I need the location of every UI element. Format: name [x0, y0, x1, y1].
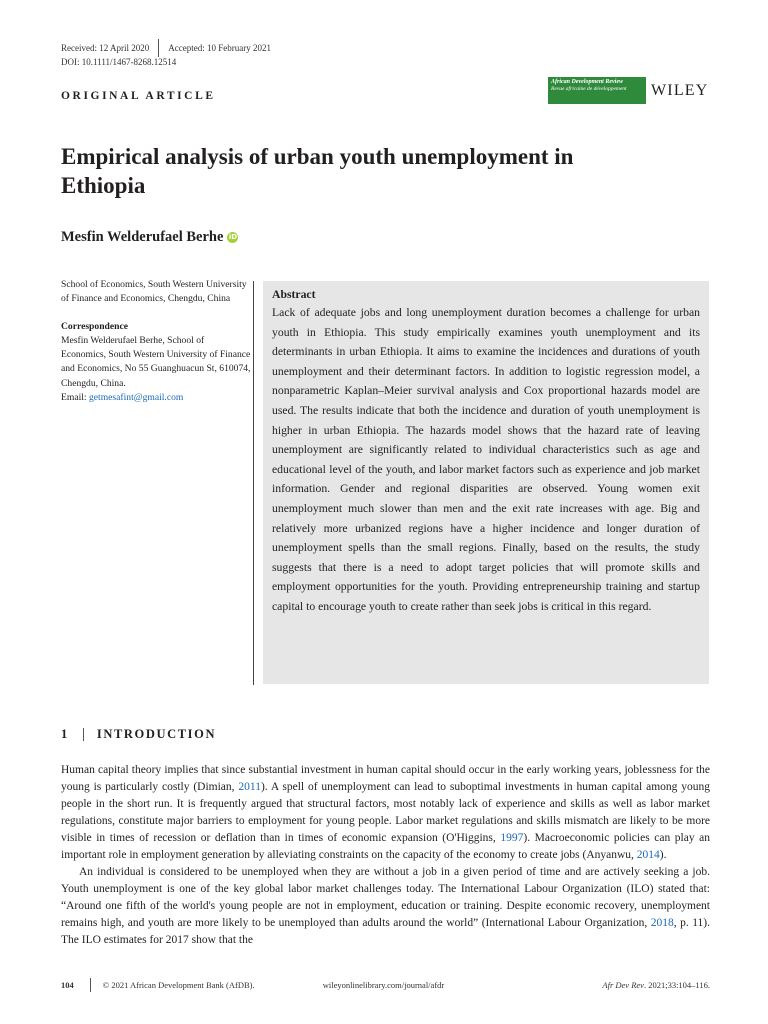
citation-details: . 2021;33:104–116. [643, 980, 710, 990]
email-link[interactable]: getmesafint@gmail.com [88, 392, 184, 404]
section-divider [83, 728, 84, 741]
orcid-icon[interactable]: iD [228, 233, 238, 241]
abstract-text: Lack of adequate jobs and long unemployment duration becomes a challenge for urban youth in Ethiopia. This study empirically examines youth unemployment and its determinants in urban Ethiopia. It aims to examine the incidences and durations of youth unemployment and their determinant factors. In addition to logistic regression model, a nonparametric Kaplan–Meier survival analysis and Cox proportional hazards model are used. The results indicate that both the incidence and duration of youth unemployment is higher in urban Ethiopia. The hazards model shows that the hazard rate of leaving unemployment are significantly related to individual characteristics such as age and educational level of the youth, and labor market factors such as experience and job market information. Gender and regional disparities are observed. Young women exit unemployment much slower than men and the exit rate increases with age. Big and relatively more urbanized regions have a higher incidence and longer duration of unemployment spells than the small regions. Finally, based on the results, the study suggests that there is a need to adopt target policies that will promote skills and employment opportunities for the youth. Providing entrepreneurship training and startup capital to encourage youth to create rather than seek jobs is critical in this regard. [272, 306, 700, 613]
doi[interactable]: DOI: 10.1111/1467-8268.12514 [61, 57, 177, 67]
text-run: An individual is considered to be unemployed when they are without a job in a given period of time and are actively seeking a job. Youth unemployment is one of the key global labor market challenges today. The International Labour Organization (ILO) stated that: “Around one fifth of the world's young people are not in employment, education or training. Despite economic recovery, unemployment remains high, and youth are more likely to be unemployed than adults around the world” (International Labour Organization, [61, 866, 710, 929]
correspondence-heading: Correspondence [61, 320, 128, 332]
email-line [61, 391, 251, 405]
affiliation: School of Economics, South Western University of Finance and Economics, Chengdu, China [61, 279, 247, 305]
section-title: INTRODUCTION [96, 727, 217, 741]
text-run: ). A spell of unemployment can lead to suboptimal investments in human capital among young people in the short run. It is frequently argued that structural factors, most notably lack of experience and skills as well as labor market regulations, constitute major barriers to employment for young people. Labor market regulations and skills mismatch are likely to be more visible in times of recession or deflation than in times of economic expansion (O'Higgins, [61, 781, 711, 844]
citation-link[interactable]: 2014 [636, 849, 660, 861]
text-run: ). [659, 849, 667, 861]
footer-divider [90, 978, 91, 992]
abstract-heading: Abstract [272, 288, 316, 301]
received-date: Received: 12 April 2020 [61, 42, 150, 53]
copyright: © 2021 African Development Bank (AfDB). [102, 980, 255, 990]
section-number: 1 [61, 727, 69, 741]
page-footer [61, 978, 710, 992]
journal-abbrev: Afr Dev Rev [602, 980, 644, 990]
journal-url[interactable]: wileyonlinelibrary.com/journal/afdr [322, 980, 445, 990]
column-divider [253, 281, 254, 685]
text-run: Human capital theory implies that since substantial investment in human capital should occur in the early working years, joblessness for the young is particularly costly (Dimian, [61, 764, 710, 793]
page-number: 104 [61, 980, 74, 990]
journal-logo-subtitle: Revue africaine de développement [551, 86, 627, 92]
journal-citation [593, 980, 710, 990]
correspondence-address: Mesfin Welderufael Berhe, School of Economics, South Western University of Finance and Economics, No 55 Guanghuacun St, 610074, Chengdu, China. [61, 334, 251, 389]
citation-link[interactable]: 2011 [238, 781, 261, 793]
author-name: Mesfin Welderufael Berhe [61, 229, 224, 245]
citation-link[interactable]: 2018 [650, 917, 674, 929]
publisher-logo: WILEY [651, 82, 709, 99]
author-line [61, 229, 238, 246]
email-label: Email: [61, 392, 89, 404]
date-divider [158, 39, 159, 57]
affiliation-block [61, 278, 251, 405]
paragraph-1 [61, 762, 710, 864]
text-run: , p. 11). The ILO estimates for 2017 show that the [61, 917, 710, 946]
paragraph-2 [61, 864, 710, 949]
citation-link[interactable]: 1997 [500, 832, 524, 844]
abstract-box [263, 281, 709, 684]
journal-logo [548, 77, 646, 104]
paper-title: Empirical analysis of urban youth unemployment in Ethiopia [61, 144, 574, 198]
journal-logo-title: African Development Review [551, 79, 623, 85]
body-text [61, 762, 710, 949]
section-heading [61, 727, 216, 742]
accepted-date: Accepted: 10 February 2021 [168, 42, 271, 53]
text-run: ). Macroeconomic policies can play an important role in employment generation by alleviating constraints on the capacity of the economy to create jobs (Anyanwu, [61, 832, 710, 861]
article-type: ORIGINAL ARTICLE [61, 90, 216, 102]
article-dates [61, 39, 271, 57]
